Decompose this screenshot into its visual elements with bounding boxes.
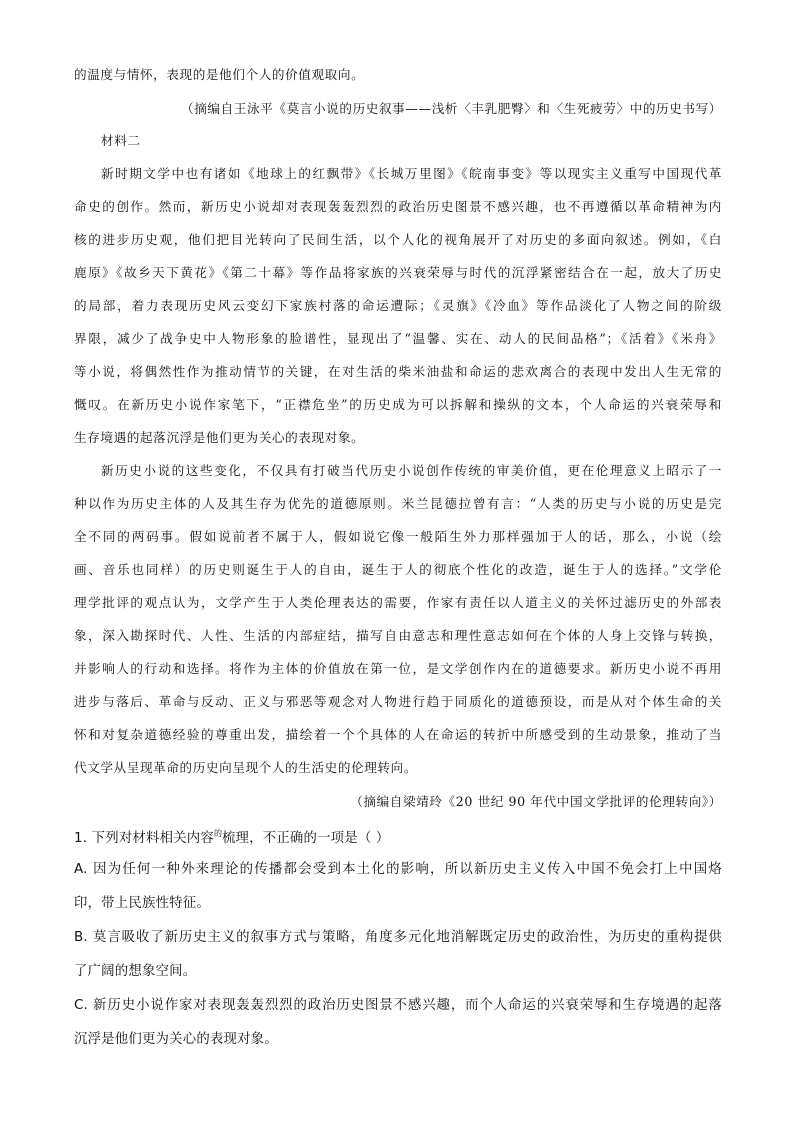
citation-2: （摘编自梁靖玲《20 世纪 90 年代中国文学批评的伦理转向》） [350,794,722,809]
paragraph2-line: 新历史小说的这些变化，不仅具有打破当代历史小说创作传统的审美价值，更在伦理意义上昭示了一 [101,463,722,478]
paragraph1-line: 的局部，着力表现历史风云变幻下家族村落的命运遭际；《灵旗》《冷血》等作品淡化了人物之间的阶级 [74,298,722,313]
option-a-line: A. 因为任何一种外来理论的传播都会受到本土化的影响，所以新历史主义传入中国不免会打上中国烙 [74,862,722,877]
paragraph2-line: 理学批评的观点认为，文学产生于人类伦理表达的需要，作家有责任以人道主义的关怀过滤历史的外部表 [74,595,722,610]
paragraph1-line: 命史的创作。然而，新历史小说却对表现轰轰烈烈的政治历史图景不感兴趣，也不再遵循以革命精神为内 [74,199,722,214]
paragraph2-line: 全不同的两码事。假如说前者不属于人，假如说它像一般陌生外力那样强加于人的话，那么，小说（绘 [74,529,722,544]
paragraph1-line: 生存境遇的起落沉浮是他们更为关心的表现对象。 [74,430,365,445]
question-stem [74,824,722,848]
paragraph1-line: 等小说，将偶然性作为推动情节的关键，在对生活的柴米油盐和命运的悲欢离合的表现中发出人生无常的 [74,364,722,379]
paragraph2-line: 象，深入勘探时代、人性、生活的内部症结，描写自由意志和理性意志如何在个体的人身上交锋与转换， [74,628,722,643]
paragraph2-line: 并影响人的行动和选择。将作为主体的价值放在第一位，是文学创作内在的道德要求。新历史小说不再用 [74,661,722,676]
material2-heading: 材料二 [101,133,141,148]
question-stem-text: 1. 下列对材料相关内容 [74,831,214,846]
paragraph2-line: 怀和对复杂道德经验的尊重出发，描绘着一个个具体的人在命运的转折中所感受到的生动景象，推动了当 [74,727,722,742]
paragraph1-line: 新时期文学中也有诸如《地球上的红飘带》《长城万里图》《皖南事变》等以现实主义重写中国现代革 [101,166,722,181]
option-b-line: B. 莫言吸收了新历史主义的叙事方式与策略，角度多元化地消解既定历史的政治性，为历史的重构提供 [74,930,722,945]
question-stem-text: 梳理，不正确的一项是（ ） [221,831,390,846]
paragraph2-line: 种以作为历史主体的人及其生存为优先的道德原则。米兰昆德拉曾有言：“人类的历史与小说的历史是完 [74,496,722,511]
option-a-line: 印，带上民族性特征。 [74,896,210,911]
option-b-line: 了广阔的想象空间。 [74,964,197,979]
paragraph2-line: 进步与落后、革命与反动、正义与邪恶等观念对人物进行趋于同质化的道德预设，而是从对个体生命的关 [74,694,722,709]
paragraph2-line: 画、音乐也同样）的历史则诞生于人的自由，诞生于人的彻底个性化的改造，诞生于人的选择。”文学伦 [74,562,722,577]
question-stem-superscript: 的 [213,829,222,838]
citation-1: （摘编自王泳平《莫言小说的历史叙事——浅析〈丰乳肥臀〉和〈生死疲劳〉中的历史书写） [181,101,722,116]
paragraph1-line: 界限，减少了战争史中人物形象的脸谱性，显现出了“温馨、实在、动人的民间品格”；《活着》《米舟》 [74,331,722,346]
option-c-line: 沉浮是他们更为关心的表现对象。 [74,1032,278,1047]
paragraph1-line: 核的进步历史观，他们把目光转向了民间生活，以个人化的视角展开了对历史的多面向叙述。例如，《白 [74,232,722,247]
paragraph2-line: 代文学从呈现革命的历史向呈现个人的生活史的伦理转向。 [74,760,418,775]
option-c-line: C. 新历史小说作家对表现轰轰烈烈的政治历史图景不感兴趣，而个人命运的兴衰荣辱和生存境遇的起落 [74,998,722,1013]
paragraph1-line: 鹿原》《故乡天下黄花》《第二十幕》等作品将家族的兴衰荣辱与时代的沉浮紧密结合在一起，放大了历史 [74,265,722,280]
material1-tail-line: 的温度与情怀，表现的是他们个人的价值观取向。 [74,67,365,82]
paragraph1-line: 慨叹。在新历史小说作家笔下，“正襟危坐”的历史成为可以拆解和操纵的文本，个人命运的兴衰荣辱和 [74,397,722,412]
